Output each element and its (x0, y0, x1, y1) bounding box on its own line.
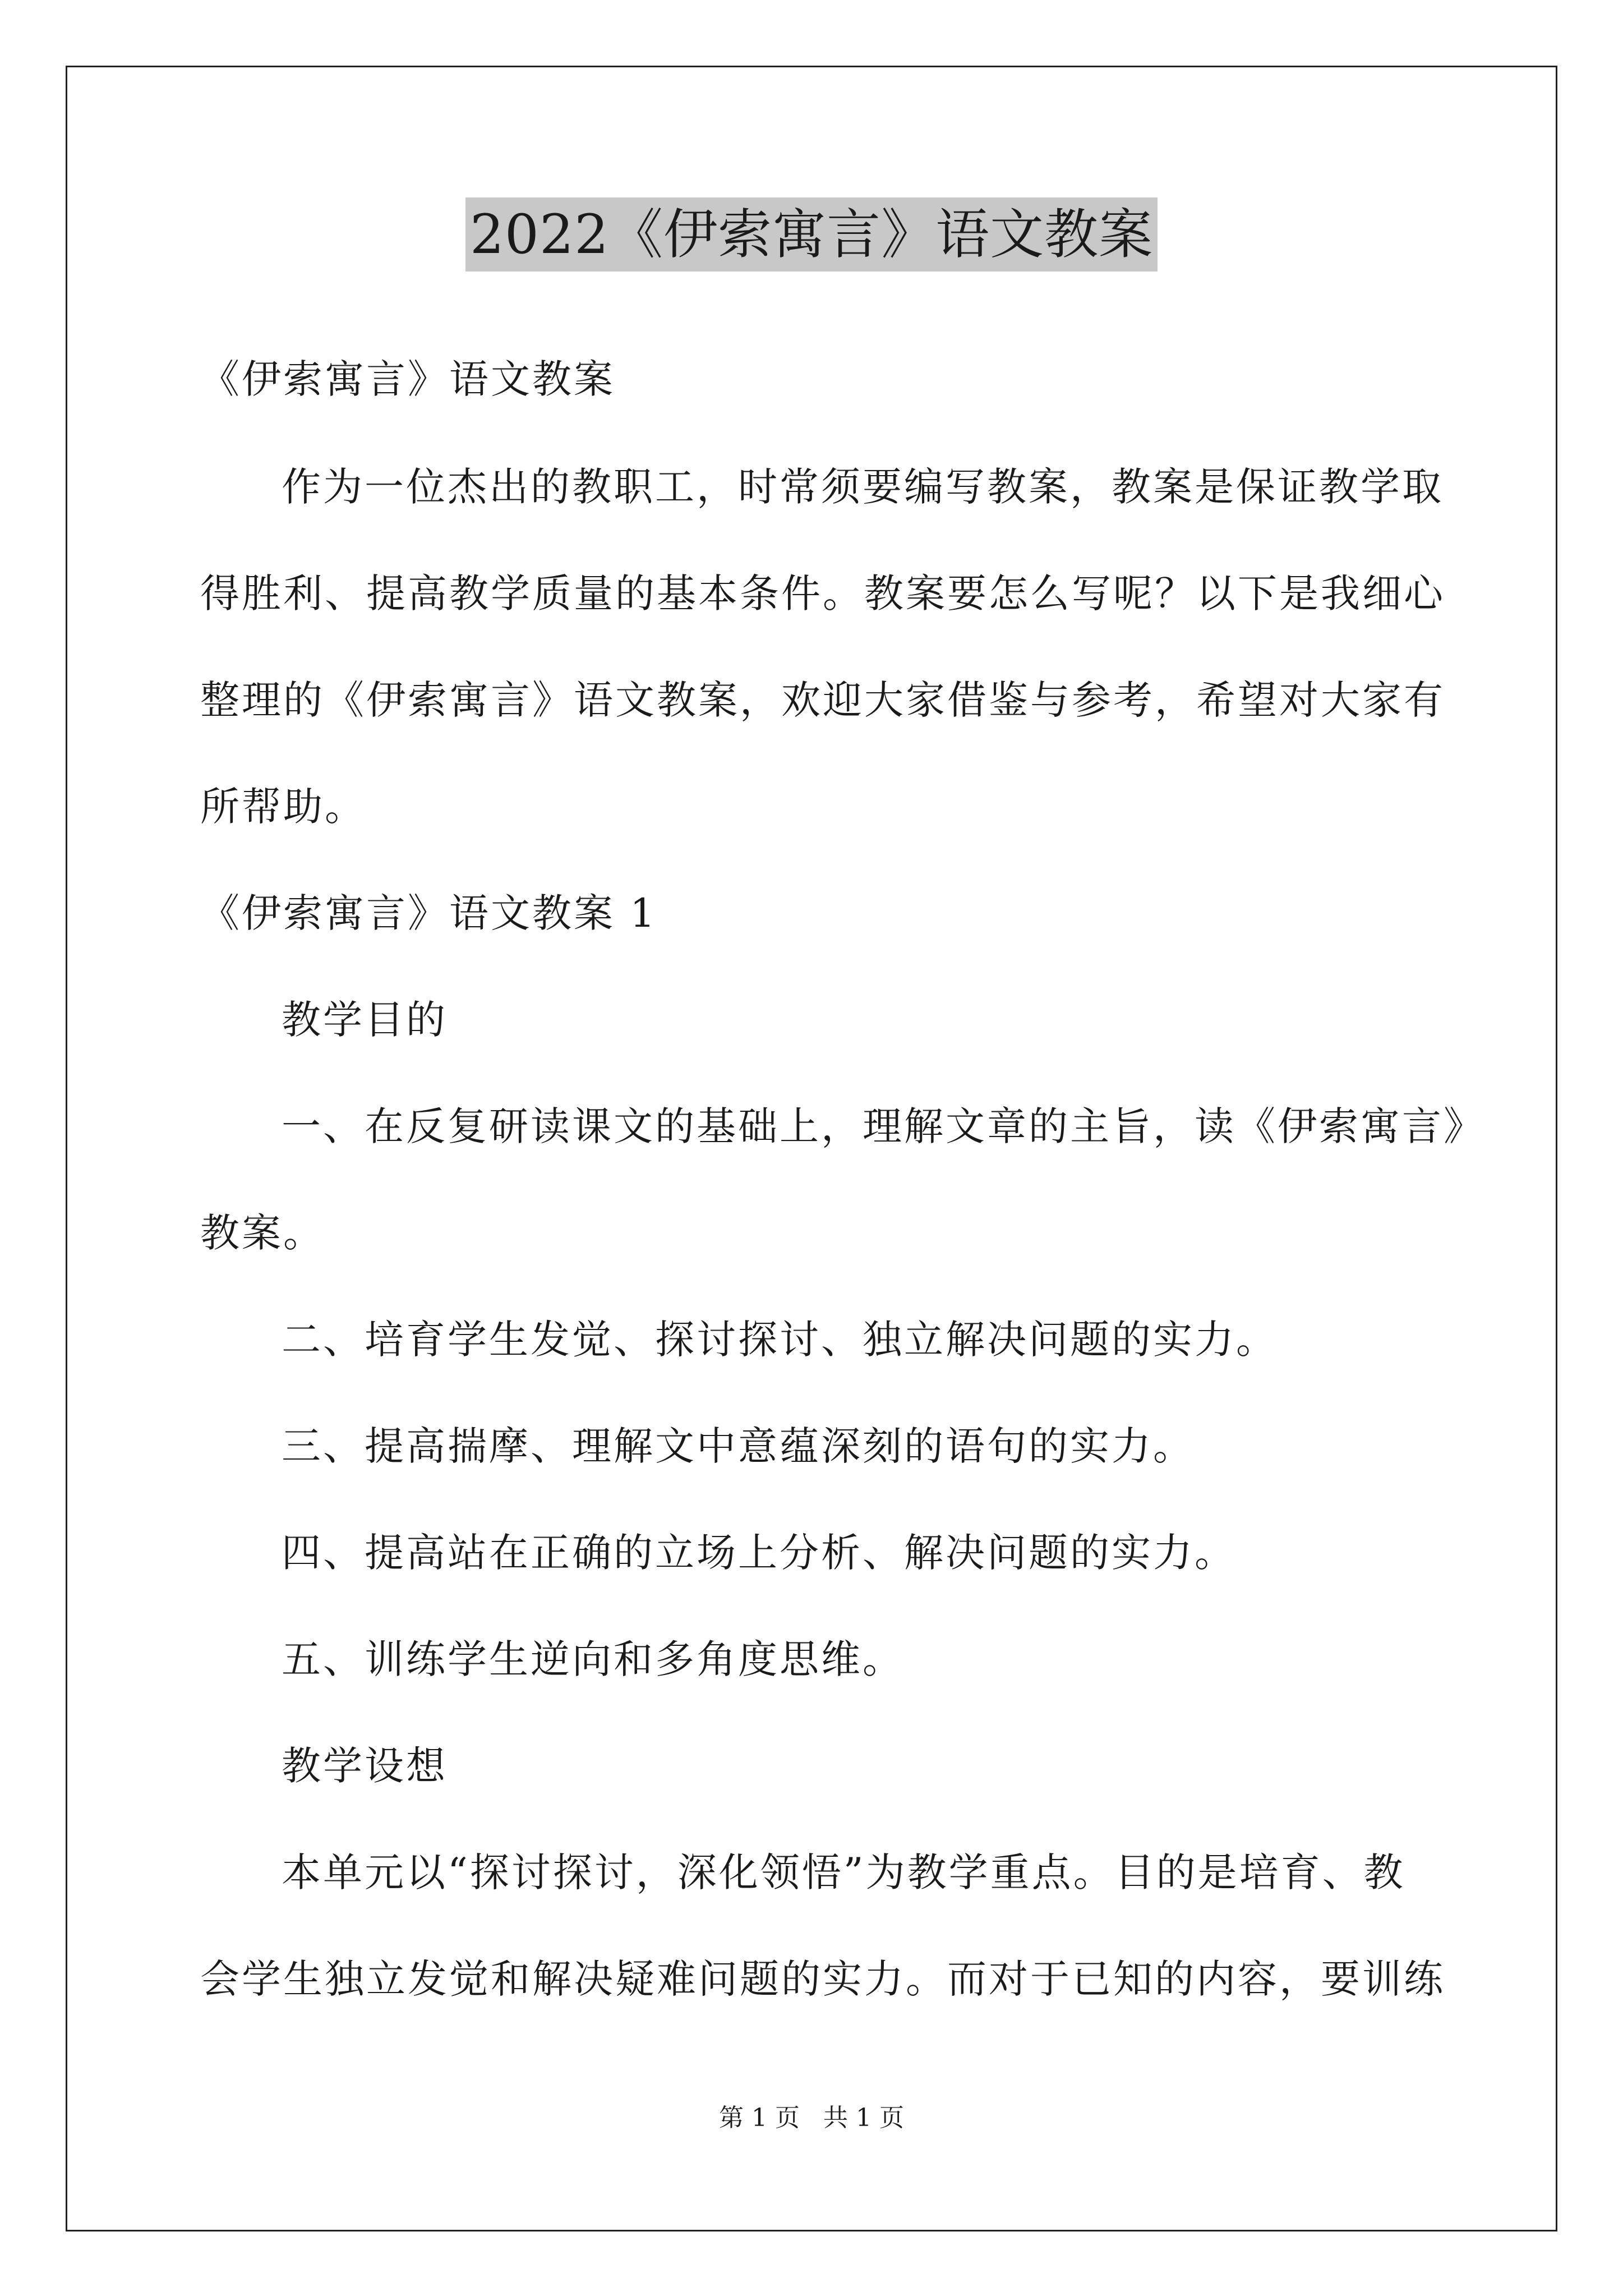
page-footer (0, 2101, 1623, 2135)
subsection-heading: 教学目的 (282, 997, 448, 1043)
paragraph-line: 三、提高揣摩、理解文中意蕴深刻的语句的实力。 (282, 1423, 1195, 1469)
paragraph-line: 作为一位杰出的教职工，时常须要编写教案，教案是保证教学取 (282, 464, 1444, 510)
subsection-heading: 教学设想 (282, 1743, 448, 1789)
paragraph-line: 五、训练学生逆向和多角度思维。 (282, 1636, 904, 1682)
section-heading: 《伊索寓言》语文教案 1 (200, 890, 657, 936)
paragraph-line: 教案。 (200, 1210, 325, 1256)
page-number-total: 共 1 页 (823, 2104, 904, 2132)
paragraph-line: 得胜利、提高教学质量的基本条件。教案要怎么写呢？以下是我细心 (200, 570, 1445, 616)
paragraph-line: 二、培育学生发觉、探讨探讨、独立解决问题的实力。 (282, 1317, 1278, 1363)
paragraph-line: 本单元以“探讨探讨，深化领悟”为教学重点。目的是培育、教 (282, 1849, 1405, 1895)
paragraph-heading: 《伊索寓言》语文教案 (200, 356, 615, 402)
paragraph-line: 四、提高站在正确的立场上分析、解决问题的实力。 (282, 1530, 1236, 1576)
paragraph-line: 一、在反复研读课文的基础上，理解文章的主旨，读《伊索寓言》 (282, 1103, 1485, 1149)
title-container (0, 197, 1623, 272)
page-number-current: 第 1 页 (719, 2104, 800, 2132)
paragraph-line: 会学生独立发觉和解决疑难问题的实力。而对于已知的内容，要训练 (200, 1956, 1445, 2002)
paragraph-line: 所帮助。 (200, 784, 366, 830)
paragraph-line: 整理的《伊索寓言》语文教案，欢迎大家借鉴与参考，希望对大家有 (200, 677, 1445, 723)
document-title: 2022《伊索寓言》语文教案 (465, 197, 1158, 272)
